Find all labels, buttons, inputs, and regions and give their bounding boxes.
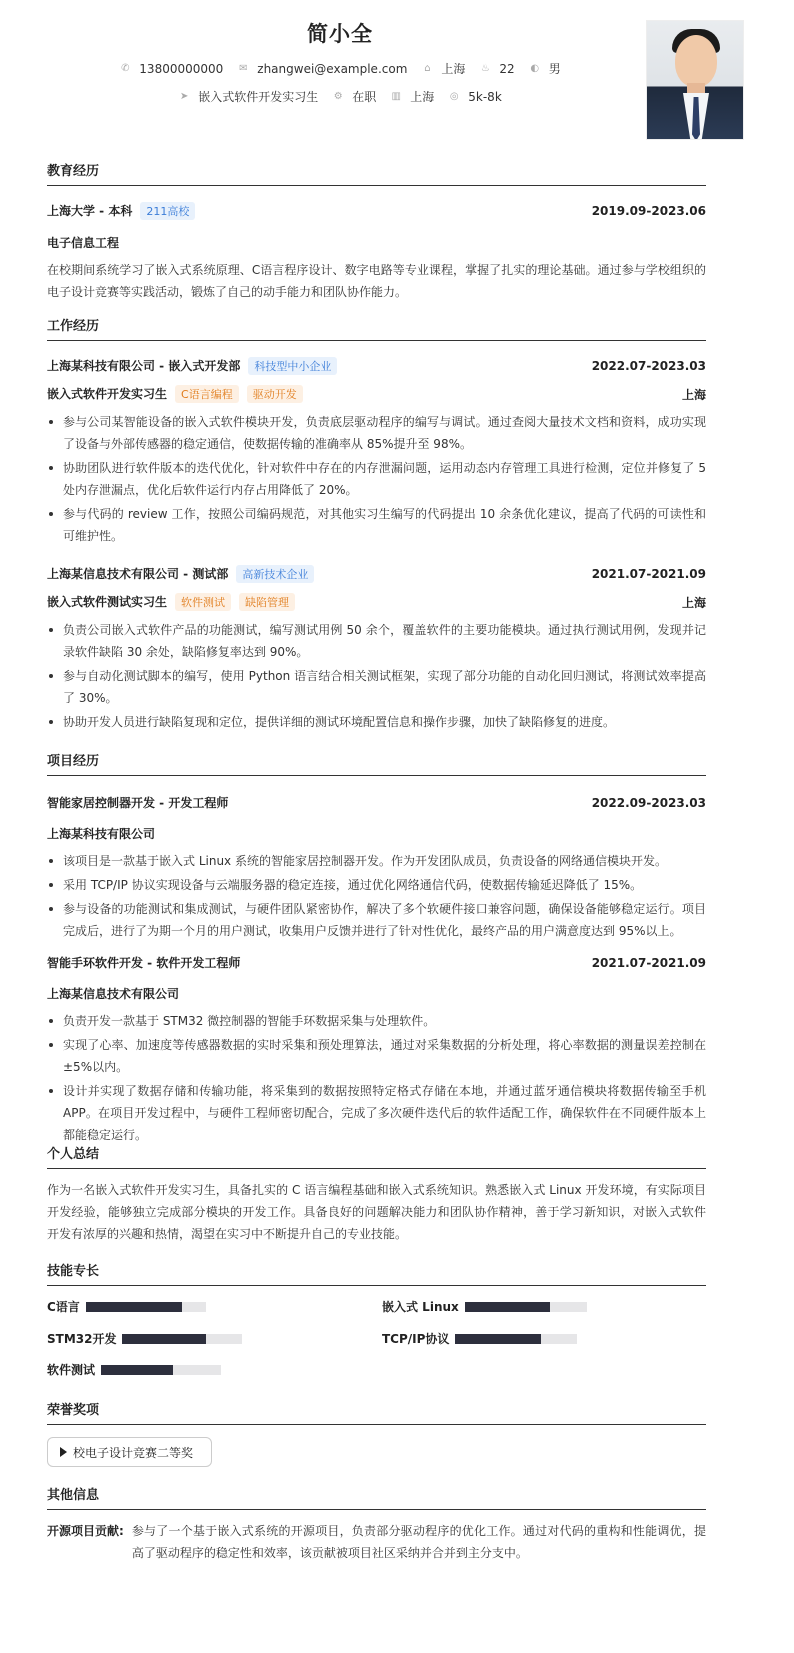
list-item: 采用 TCP/IP 协议实现设备与云端服务器的稳定连接，通过优化网络通信代码，使数据传输延迟降低了 15%。 [47,874,706,896]
award-item [47,1437,212,1467]
skill-tag: C语言编程 [175,385,239,403]
project-period: 2021.07-2021.09 [591,955,706,970]
skill-item [47,1361,221,1378]
skill-item [47,1298,206,1315]
list-item: 负责公司嵌入式软件产品的功能测试，编写测试用例 50 余个，覆盖软件的主要功能模块。通过执行测试用例，发现并记录软件缺陷 30 余处，缺陷修复率达到 90%。 [47,619,706,663]
skill-bar-fill [101,1365,173,1375]
skill-tag: 缺陷管理 [239,593,295,611]
work-item [47,357,706,547]
building-icon: ▥ [391,90,401,102]
projects-section [47,750,706,1148]
list-item: 协助开发人员进行缺陷复现和定位，提供详细的测试环境配置信息和操作步骤，加快了缺陷修复的进度。 [47,711,706,733]
play-icon [60,1447,67,1457]
salary-text: 5k-8k [468,89,502,104]
work-header-row [47,565,706,583]
list-item: 设计并实现了数据存储和传输功能，将采集到的数据按照特定格式存储在本地，并通过蓝牙通信模块将数据传输至手机 APP。在项目开发过程中，与硬件工程师密切配合，完成了多次硬件迭代后的软件适配工作，确保软件在不同硬件版本上都能稳定运行。 [47,1080,706,1146]
email-text: zhangwei@example.com [257,61,408,76]
honors-list [47,1437,706,1467]
other-row [47,1520,706,1564]
skills-section [47,1260,706,1390]
list-item: 参与设备的功能测试和集成测试，与硬件团队紧密协作，解决了多个软硬件接口兼容问题，确保设备能够稳定运行。项目完成后，进行了为期一个月的用户测试，收集用户反馈并进行了针对性优化，最终产品的用户满意度达到 95%以上。 [47,898,706,942]
education-period: 2019.09-2023.06 [591,204,706,218]
project-period: 2022.09-2023.03 [591,795,706,810]
phone-text: 13800000000 [139,61,224,76]
skill-name: STM32开发 [47,1332,117,1346]
project-header-row [47,794,706,811]
age-item [479,62,514,76]
project-company: 上海某科技有限公司 [47,827,156,841]
skill-bar [465,1302,587,1312]
list-item: 参与代码的 review 工作，按照公司编码规范，对其他实习生编写的代码提出 10 余条优化建议，提高了代码的可读性和可维护性。 [47,503,706,547]
work-bullets [47,411,706,547]
list-item: 负责开发一款基于 STM32 微控制器的智能手环数据采集与处理软件。 [47,1010,706,1032]
phone-icon: ✆ [121,62,130,74]
summary-section [47,1143,706,1245]
company-tag: 科技型中小企业 [248,357,337,375]
section-title: 项目经历 [47,750,706,776]
job-target-item [178,88,318,105]
section-title: 技能专长 [47,1260,706,1286]
resume-header [50,0,744,150]
city-text: 上海 [441,62,466,76]
job-target-text: 嵌入式软件开发实习生 [198,90,319,104]
award-name: 校电子设计竞赛二等奖 [73,1445,194,1460]
project-name: 智能手环软件开发 - 软件开发工程师 [47,956,241,970]
project-item [47,794,706,942]
work-city: 上海 [681,595,706,610]
skill-name: TCP/IP协议 [382,1332,450,1346]
project-bullets [47,1010,706,1146]
role-line [47,385,303,403]
gender-text: 男 [548,62,561,76]
skill-bar [86,1302,206,1312]
other-label: 开源项目贡献: [47,1524,124,1538]
list-item: 参与自动化测试脚本的编写，使用 Python 语言结合相关测试框架，实现了部分功能的自动化回归测试，将测试效率提高了 30%。 [47,665,706,709]
school-tag: 211高校 [140,202,195,220]
section-title: 荣誉奖项 [47,1399,706,1425]
project-company: 上海某信息技术有限公司 [47,987,180,1001]
list-item: 协助团队进行软件版本的迭代优化，针对软件中存在的内存泄漏问题，运用动态内存管理工具进行检测，定位并修复了 5 处内存泄漏点，优化后软件运行内存占用降低了 20%。 [47,457,706,501]
work-header-row [47,357,706,375]
education-header-row [47,202,706,220]
work-city: 上海 [681,387,706,402]
work-period: 2021.07-2021.09 [591,567,706,581]
role-name: 嵌入式软件开发实习生 [47,387,168,401]
school-line [47,202,195,220]
city-item [421,60,465,77]
work-bullets [47,619,706,733]
candidate-name: 简小全 [307,22,373,46]
company-tag: 高新技术企业 [236,565,314,583]
education-description: 在校期间系统学习了嵌入式系统原理、C语言程序设计、数字电路等专业课程，掌握了扎实的理论基础。通过参与学校组织的电子设计竞赛等实践活动，锻炼了自己的动手能力和团队协作能力。 [47,263,706,299]
project-name: 智能家居控制器开发 - 开发工程师 [47,796,229,810]
skill-bar [122,1334,242,1344]
school-name: 上海大学 - 本科 [47,204,133,218]
contact-row [50,60,630,77]
other-text: 参与了一个基于嵌入式系统的开源项目，负责部分驱动程序的优化工作。通过对代码的重构和性能调优，提高了驱动程序的稳定性和效率，该贡献被项目社区采纳并合并到主分支中。 [131,1524,706,1560]
work-city-item [390,88,434,105]
skill-tag: 软件测试 [175,593,231,611]
company-name: 上海某科技有限公司 - 嵌入式开发部 [47,359,241,373]
list-item: 该项目是一款基于嵌入式 Linux 系统的智能家居控制器开发。作为开发团队成员，负责设备的网络通信模块开发。 [47,850,706,872]
summary-text: 作为一名嵌入式软件开发实习生，具备扎实的 C 语言编程基础和嵌入式系统知识。熟悉嵌入式 Linux 开发环境，有实际项目开发经验，能够独立完成部分模块的开发工作。具备良好的问题解决能力和团队协作精神，善于学习新知识，对嵌入式软件开发有浓厚的兴趣和热情，渴望在实习中不断提升自己的专业技能。 [47,1183,706,1241]
skill-bar-fill [122,1334,206,1344]
phone-item [119,62,223,76]
work-item [47,565,706,733]
skill-tag: 驱动开发 [247,385,303,403]
skill-name: 嵌入式 Linux [382,1300,459,1314]
work-section [47,315,706,735]
status-item [332,88,376,105]
send-icon: ➤ [180,90,189,102]
list-item: 实现了心率、加速度等传感器数据的实时采集和预处理算法，通过对采集数据的分析处理，将心率数据的测量误差控制在±5%以内。 [47,1034,706,1078]
coin-icon: ◎ [449,90,459,102]
project-item [47,954,706,1146]
role-name: 嵌入式软件测试实习生 [47,595,168,609]
section-title: 工作经历 [47,315,706,341]
work-city-text: 上海 [410,90,435,104]
cake-icon: ♨ [480,62,490,74]
work-period: 2022.07-2023.03 [591,359,706,373]
skill-item [382,1298,587,1315]
section-title: 其他信息 [47,1484,706,1510]
skill-bar-fill [86,1302,182,1312]
gender-item [529,60,561,77]
status-text: 在职 [352,90,377,104]
other-section [47,1484,706,1564]
skill-item [382,1330,577,1347]
section-title: 个人总结 [47,1143,706,1169]
company-line [47,565,314,583]
honors-section [47,1399,706,1467]
skill-bar-fill [465,1302,550,1312]
education-section [47,160,706,303]
company-line [47,357,337,375]
role-line [47,593,295,611]
email-item [237,62,407,76]
age-text: 22 [499,61,515,76]
role-row [47,593,706,611]
skill-bar [101,1365,221,1375]
mail-icon: ✉ [239,62,248,74]
profile-photo [646,20,744,140]
gender-icon: ◐ [530,62,540,74]
job-intent-row [50,88,630,105]
list-item: 参与公司某智能设备的嵌入式软件模块开发，负责底层驱动程序的编写与调试。通过查阅大量技术文档和资料，成功实现了设备与外部传感器的稳定通信，使数据传输的准确率从 85%提升至 98%。 [47,411,706,455]
home-icon: ⌂ [424,62,431,74]
company-name: 上海某信息技术有限公司 - 测试部 [47,567,229,581]
role-row [47,385,706,403]
skill-bar-fill [455,1334,540,1344]
project-header-row [47,954,706,971]
skill-name: C语言 [47,1300,80,1314]
skill-bar [455,1334,577,1344]
project-bullets [47,850,706,942]
salary-item [448,90,502,104]
major: 电子信息工程 [47,236,120,250]
skill-name: 软件测试 [47,1363,96,1377]
skill-item [47,1330,242,1347]
gear-icon: ⚙ [333,90,343,102]
section-title: 教育经历 [47,160,706,186]
